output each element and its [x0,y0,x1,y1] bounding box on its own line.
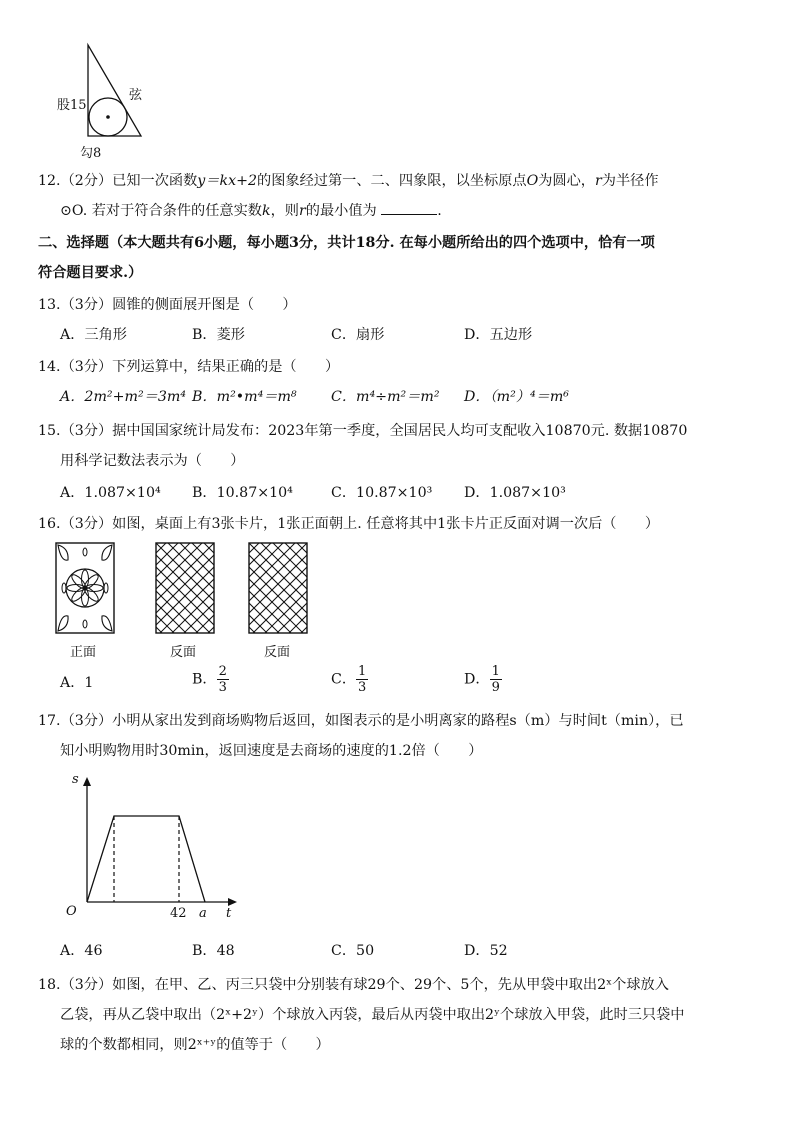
q14-option-a[interactable]: A．2m²+m²＝3m⁴ [60,389,186,405]
card-back-2-label: 反面 [264,645,291,660]
q16-option-c[interactable]: C． $\frac{1}{3}$ [331,664,367,695]
card-back-1 [155,542,215,634]
section2-title-line2: 符合题目要求.） [38,265,143,281]
q13-option-c[interactable]: C．扇形 [331,327,385,343]
graph-tick-a: a [199,906,207,921]
q15-stem-line1: 15.（3分）据中国国家统计局发布：2023年第一季度，全国居民人均可支配收入10870元. 数据10870 [38,423,688,439]
graph-x-label: t [226,906,232,921]
q13-option-d[interactable]: D．五边形 [464,327,533,343]
q16-c-fraction: $\frac{1}{3}$ [358,664,367,695]
q16-b-fraction: $\frac{2}{3}$ [218,664,227,695]
card-back-2 [248,542,308,634]
section2-title-line1: 二、选择题（本大题共有6小题，每小题3分，共计18分. 在每小题所给出的四个选项中，恰有一项 [38,235,655,251]
q15-option-d[interactable]: D．1.087×10³ [464,485,566,501]
q12-line2: ⊙O. 若对于符合条件的任意实数k，则r的最小值为 . [60,203,442,219]
card-front-pattern [55,542,115,634]
q12-line1: 12.（2分）已知一次函数y＝kx+2的图象经过第一、二、四象限，以坐标原点O为圆心，r为半径作 [38,173,659,189]
q17-stem-line1: 17.（3分）小明从家出发到商场购物后返回，如图表示的是小明离家的路程s（m）与时间t（min），已 [38,713,684,729]
q13-stem: 13.（3分）圆锥的侧面展开图是（ ） [38,297,297,313]
q13-option-b[interactable]: B．菱形 [192,327,245,343]
q15-option-b[interactable]: B．10.87×10⁴ [192,485,293,501]
card-back-2-pattern [248,542,308,634]
hypotenuse-label: 弦 [129,88,143,103]
q18-line3: 球的个数都相同，则2ˣ⁺ʸ的值等于（ ） [60,1037,330,1053]
q14-option-d[interactable]: D．（m²）⁴＝m⁶ [464,389,569,405]
leg-label: 股15 [57,98,87,113]
q12-func: y＝kx+2 [197,173,257,189]
q13-option-a[interactable]: A．三角形 [60,327,127,343]
q14-option-b[interactable]: B．m²•m⁴＝m⁸ [192,389,297,405]
base-label: 勾8 [80,146,102,161]
card-back-1-label: 反面 [170,645,197,660]
q18-line2: 乙袋，再从乙袋中取出（2ˣ+2ʸ）个球放入丙袋，最后从丙袋中取出2ʸ个球放入甲袋，此时三只袋中 [60,1007,685,1023]
graph-tick-42: 42 [170,906,187,921]
q17-option-b[interactable]: B．48 [192,943,235,959]
q12-answer-blank[interactable] [381,202,437,215]
graph-origin-label: O [66,904,77,919]
q15-stem-line2: 用科学记数法表示为（ ） [60,453,245,469]
q17-option-a[interactable]: A．46 [60,943,103,959]
q16-option-a[interactable]: A．1 [60,675,94,691]
graph-svg [55,770,245,925]
q14-stem: 14.（3分）下列运算中，结果正确的是（ ） [38,359,340,375]
q16-option-b[interactable]: B． $\frac{2}{3}$ [192,664,227,695]
q15-option-c[interactable]: C．10.87×10³ [331,485,433,501]
q14-option-c[interactable]: C．m⁴÷m²＝m² [331,389,440,405]
card-front-label: 正面 [70,645,97,660]
q17-option-c[interactable]: C．50 [331,943,375,959]
distance-time-graph [55,770,245,925]
card-front [55,542,115,634]
q17-stem-line2: 知小明购物用时30min，返回速度是去商场的速度的1.2倍（ ） [60,743,483,759]
q15-option-a[interactable]: A．1.087×10⁴ [60,485,161,501]
q16-stem: 16.（3分）如图，桌面上有3张卡片，1张正面朝上. 任意将其中1张卡片正反面对调一次后（ ） [38,516,660,532]
card-back-1-pattern [155,542,215,634]
q17-option-d[interactable]: D．52 [464,943,508,959]
graph-y-label: s [72,772,79,787]
q16-option-d[interactable]: D． $\frac{1}{9}$ [464,664,500,695]
q18-line1: 18.（3分）如图，在甲、乙、丙三只袋中分别装有球29个、29个、5个，先从甲袋中取出2ˣ个球放入 [38,977,669,993]
q16-d-fraction: $\frac{1}{9}$ [491,664,500,695]
